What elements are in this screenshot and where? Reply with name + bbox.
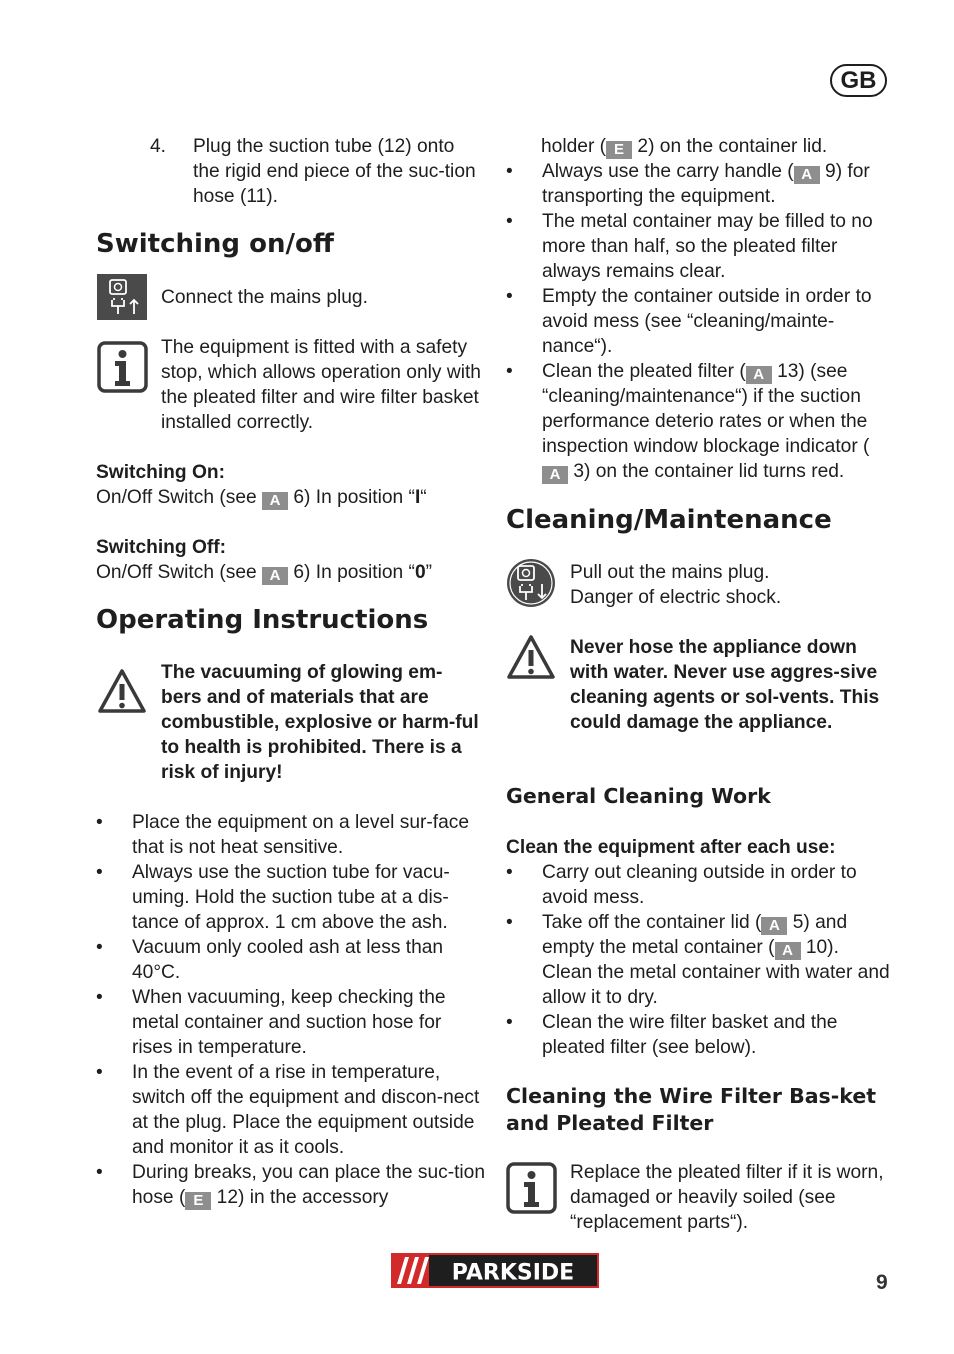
glowing-embers-warning: The vacuuming of glowing em-bers and of materials that are combustible, explosive or harm-ful to health is prohibited. There is a risk of injury! xyxy=(161,662,479,783)
language-badge: GB xyxy=(830,64,887,97)
page-number: 9 xyxy=(876,1271,888,1294)
figure-a-badge: A xyxy=(262,492,288,510)
cleaning-maintenance-heading: Cleaning/Maintenance xyxy=(506,505,832,535)
operating-instructions-heading: Operating Instructions xyxy=(96,605,429,635)
figure-a-badge: A xyxy=(262,567,288,585)
switching-on-text: On/Off Switch (see A 6) In position “I“ xyxy=(96,487,427,509)
replace-filter-info: Replace the pleated filter if it is worn, damaged or heavily soiled (see “replacement parts“). xyxy=(570,1162,884,1233)
list-item: • In the event of a rise in temperature, switch off the equipment and discon-nect at the plug. Place the equipment outside and monitor it as it cools. xyxy=(96,1062,480,1158)
info-icon xyxy=(506,1162,557,1214)
water-warning: Never hose the appliance down with water. Never use aggres-sive cleaning agents or sol-vents. This could damage the appliance. xyxy=(570,637,880,733)
list-item: • During breaks, you can place the suc-tion hose ( E 12) in the accessory xyxy=(96,1162,486,1209)
connect-plug-text: Connect the mains plug. xyxy=(161,287,368,308)
figure-a-badge: A xyxy=(794,166,820,184)
list-item: • Always use the carry handle ( A 9) for transporting the equipment. xyxy=(506,161,870,207)
figure-a-badge: A xyxy=(775,942,801,960)
unplug-instruction: Pull out the mains plug. xyxy=(570,562,770,583)
usage-bullet-list xyxy=(506,159,892,484)
switching-on-label: Switching On: xyxy=(96,462,225,483)
warning-icon xyxy=(97,667,147,715)
list-item: • The metal container may be filled to no more than half, so the pleated filter always remains clear. xyxy=(506,211,873,282)
switching-off-label: Switching Off: xyxy=(96,537,227,558)
brand-name: PARKSIDE xyxy=(451,1260,575,1286)
general-cleaning-heading: General Cleaning Work xyxy=(506,784,771,808)
figure-a-badge: A xyxy=(746,366,772,384)
figure-e-badge: E xyxy=(606,141,632,159)
wire-filter-heading: Cleaning the Wire Filter Bas-ket and Pleated Filter xyxy=(506,1084,877,1135)
safety-stop-info: The equipment is fitted with a safety stop, which allows operation only with the pleated filter and wire filter basket installed correctly. xyxy=(161,337,481,433)
figure-e-badge: E xyxy=(185,1192,211,1210)
plug-in-icon xyxy=(97,274,147,320)
list-item: • Clean the wire filter basket and the pleated filter (see below). xyxy=(506,1012,838,1058)
parkside-logo xyxy=(391,1253,599,1288)
step-number: 4. xyxy=(150,136,167,157)
after-use-label: Clean the equipment after each use: xyxy=(506,837,836,858)
list-item: • Vacuum only cooled ash at less than 40°C. xyxy=(96,937,444,983)
figure-a-badge: A xyxy=(542,466,568,484)
operating-bullet-list xyxy=(96,810,486,1210)
list-item: • Always use the suction tube for vacu-uming. Hold the suction tube at a dis-tance of approx. 1 cm above the ash. xyxy=(96,862,450,933)
list-item: • Empty the container outside in order to avoid mess (see “cleaning/mainte-nance“). xyxy=(506,286,872,357)
switching-off-text: On/Off Switch (see A 6) In position “0” xyxy=(96,562,433,584)
list-item: • Clean the pleated filter ( A 13) (see “cleaning/maintenance“) if the suction performance deterio rates or when the inspection window blockage indicator (A 3) on the container lid turns red. xyxy=(506,361,870,483)
holder-continuation: holder ( E 2) on the container lid. xyxy=(541,136,828,158)
figure-a-badge: A xyxy=(761,917,787,935)
list-item: • When vacuuming, keep checking the metal container and suction hose for rises in temperature. xyxy=(96,987,446,1058)
list-item: • Carry out cleaning outside in order to avoid mess. xyxy=(506,862,857,908)
list-item: • Place the equipment on a level sur-face that is not heat sensitive. xyxy=(96,812,470,858)
cleaning-bullet-list xyxy=(506,860,892,1060)
shock-danger: Danger of electric shock. xyxy=(570,587,782,608)
switching-heading: Switching on/off xyxy=(96,229,334,259)
info-icon xyxy=(97,341,148,393)
unplug-icon xyxy=(506,558,556,608)
step-text: Plug the suction tube (12) onto the rigid end piece of the suc-tion hose (11). xyxy=(193,136,476,207)
warning-icon xyxy=(506,633,556,681)
list-item: • Take off the container lid ( A 5) and empty the metal container ( A 10). Clean the metal container with water and allow it to dry. xyxy=(506,912,890,1008)
